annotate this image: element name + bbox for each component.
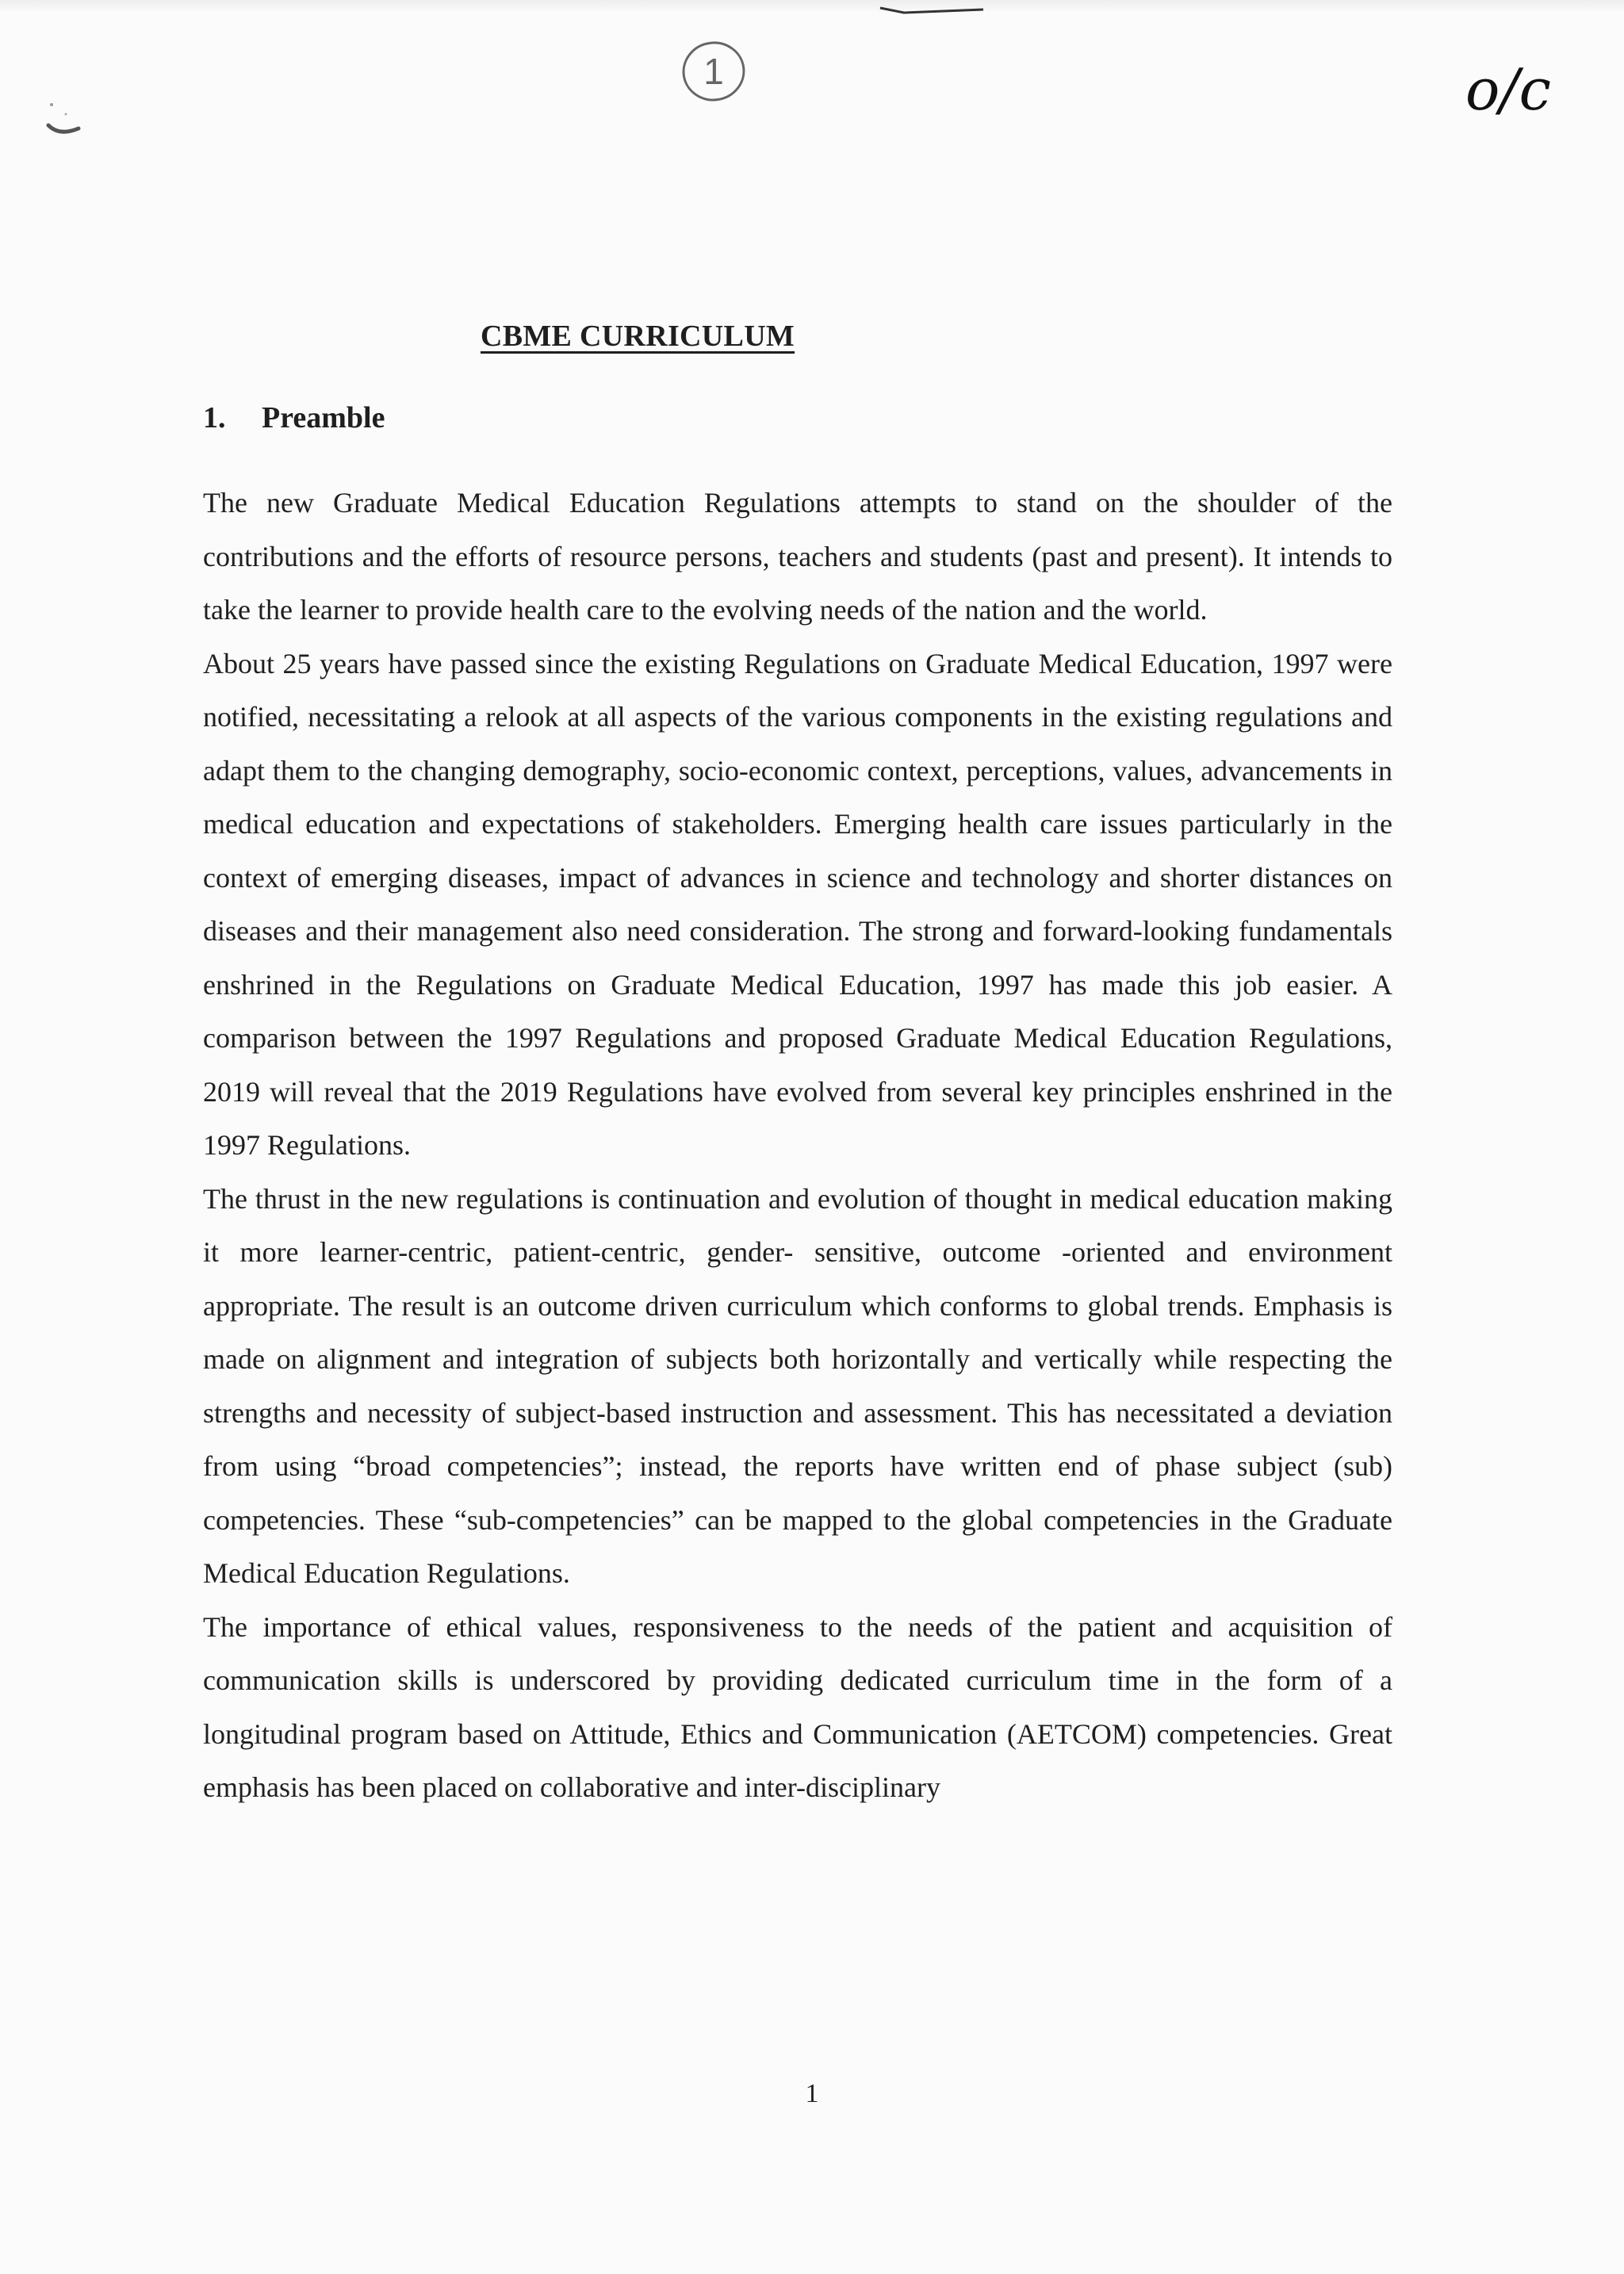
page-number: 1 <box>805 2079 819 2108</box>
scan-artifact <box>44 87 107 151</box>
section-heading <box>203 400 385 435</box>
scan-artifact <box>872 2 991 17</box>
handwritten-page-number <box>674 32 753 111</box>
paragraph: The new Graduate Medical Education Regulations attempts to stand on the shoulder of the contributions and the efforts of resource persons, teachers and students (past and present). It intends to take the learner to provide health care to the evolving needs of the nation and the world. <box>203 487 1392 626</box>
scan-shadow <box>0 0 1624 13</box>
body-text <box>203 477 1392 1815</box>
corner-note: o/c <box>1465 56 1551 123</box>
paragraph: About 25 years have passed since the existing Regulations on Graduate Medical Education, 1997 were notified, necessitating a relook at all aspects of the various components in the existing regulations and adapt them to the changing demography, socio-economic context, perceptions, values, advancements in medical education and expectations of stakeholders. Emerging health care issues particularly in the context of emerging diseases, impact of advances in science and technology and shorter distances on diseases and their management also need consideration. The strong and forward-looking fundamentals enshrined in the Regulations on Graduate Medical Education, 1997 has made this job easier. A comparison between the 1997 Regulations and proposed Graduate Medical Education Regulations, 2019 will reveal that the 2019 Regulations have evolved from several key principles enshrined in the 1997 Regulations. <box>203 647 1392 1161</box>
section-number: 1. <box>203 401 226 435</box>
paragraph: The importance of ethical values, responsiveness to the needs of the patient and acquisition of communication skills is underscored by providing dedicated curriculum time in the form of a longitudinal program based on Attitude, Ethics and Communication (AETCOM) competencies. Great emphasis has been placed on collaborative and inter-disciplinary <box>203 1610 1392 1803</box>
document-title-text: CBME CURRICULUM <box>481 320 795 353</box>
paragraph: The thrust in the new regulations is continuation and evolution of thought in medical education making it more learner-centric, patient-centric, gender- sensitive, outcome -oriented and environment appropriate. The result is an outcome driven curriculum which conforms to global trends. Emphasis is made on alignment and integration of subjects both horizontally and vertically while respecting the strengths and necessity of subject-based instruction and assessment. This has necessitated a deviation from using “broad competencies”; instead, the reports have written end of phase subject (sub) competencies. These “sub-competencies” can be mapped to the global competencies in the Graduate Medical Education Regulations. <box>203 1182 1392 1589</box>
handwritten-corner-note <box>1457 56 1576 127</box>
page-circle-number: 1 <box>703 51 724 92</box>
section-title: Preamble <box>262 401 385 435</box>
